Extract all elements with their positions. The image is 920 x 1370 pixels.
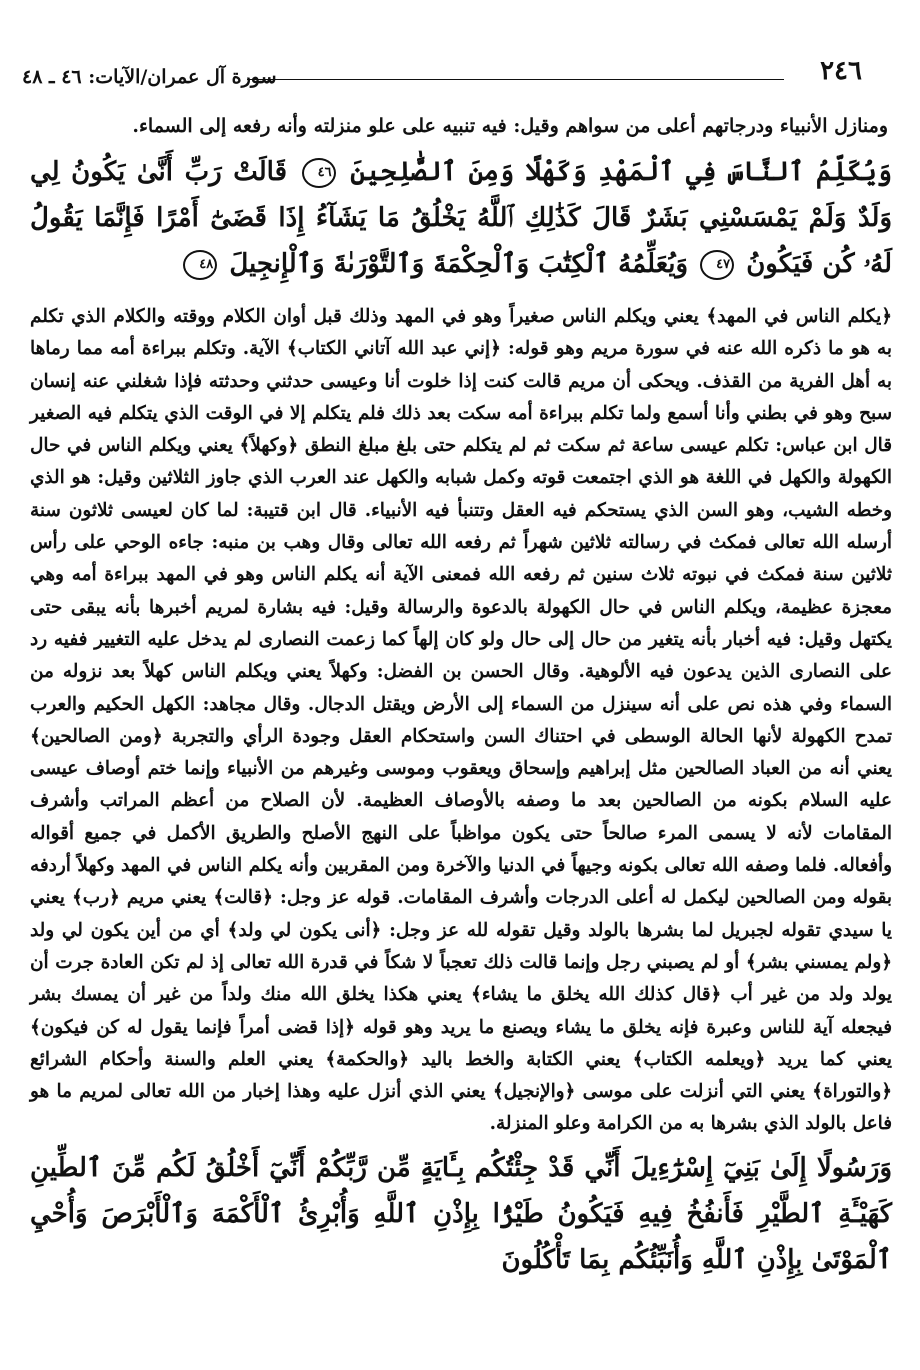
quran-verses-bottom	[30, 1145, 892, 1283]
verse-text: وَرَسُولًا إِلَىٰ بَنِيٓ إِسْرَٰٓءِيلَ أَنِّي قَدْ جِئْتُكُم بِـَٔايَةٍ مِّن رَّبِّكُمْ أَنِّيٓ أَخْلُقُ لَكُم مِّنَ ٱلطِّينِ كَهَيْـَٔةِ ٱلطَّيْرِ فَأَنفُخُ فِيهِ فَيَكُونُ طَيْرًۢا بِإِذْنِ ٱللَّهِ وَأُبْرِئُ ٱلْأَكْمَهَ وَٱلْأَبْرَصَ وَأُحْيِ ٱلْمَوْتَىٰ بِإِذْنِ ٱللَّهِ وَأُنَبِّئُكُم بِمَا تَأْكُلُونَ	[30, 1152, 892, 1275]
ayah-number-marker: ٤٨	[183, 250, 217, 280]
header-rule	[247, 79, 784, 80]
running-head: سورة آل عمران/الآيات: ٤٦ ـ ٤٨	[22, 66, 277, 88]
page-number: ٢٤٦	[820, 56, 862, 86]
ayah-number-marker: ٤٧	[700, 250, 734, 280]
verse-text: قَالَتْ رَبِّ أَنَّىٰ يَكُونُ لِي وَلَدٌ وَلَمْ يَمْسَسْنِي بَشَرٌ قَالَ كَذَٰلِكِ ٱللَّهُ يَخْلُقُ مَا يَشَآءُ إِذَا قَضَىٰٓ أَمْرًا فَإِنَّمَا يَقُولُ لَهُۥ كُن فَيَكُونُ	[30, 157, 892, 279]
ayah-number-marker: ٤٦	[302, 158, 336, 188]
quran-verses-top	[30, 149, 892, 287]
intro-paragraph: ومنازل الأنبياء ودرجاتهم أعلى من سواهم وقيل: فيه تنبيه على علو منزلته وأنه رفعه إلى السماء.	[132, 115, 888, 137]
page-header	[22, 56, 862, 96]
verse-text: وَيُعَلِّمُهُ ٱلْكِتَٰبَ وَٱلْحِكْمَةَ وَٱلتَّوْرَىٰةَ وَٱلْإِنجِيلَ	[229, 249, 689, 279]
verse-text: وَيُكَلِّمُ ٱلنَّاسَ فِي ٱلْمَهْدِ وَكَهْلًا وَمِنَ ٱلصَّٰلِحِينَ	[350, 157, 892, 187]
page-body	[30, 110, 892, 1297]
tafsir-paragraph: ﴿يكلم الناس في المهد﴾ يعني ويكلم الناس صغيراً وهو في المهد وذلك قبل أوان الكلام ووقته والكلام الذي تكلم به هو ما ذكره الله عنه في سورة مريم وهو قوله: ﴿إني عبد الله آتاني الكتاب﴾ الآية. وتكلم ببراءة أمه مما رماها به أهل الفرية من القذف. ويحكى أن مريم قالت كنت إذا خلوت أنا وعيسى حدثني وحدثته فإذا شغلني عنه إنسان سبح وهو في بطني وأنا أسمع ولما تكلم ببراءة أمه سكت بعد ذلك فلم يتكلم إلا في الوقت الذي يتكلم فيه الصغير قال ابن عباس: تكلم عيسى ساعة ثم سكت ثم لم يتكلم حتى بلغ مبلغ النطق ﴿وكهلاً﴾ يعني ويكلم الناس في حال الكهولة والكهل في اللغة هو الذي اجتمعت قوته وكمل شبابه والكهل عند العرب الذي جاوز الثلاثين وقيل: هو الذي وخطه الشيب، وهو السن الذي يستحكم فيه العقل وتتنبأ فيه الأنبياء. قال ابن قتيبة: لما كان لعيسى ثلاثون سنة أرسله الله تعالى فمكث في رسالته ثلاثين شهراً ثم رفعه الله تعالى وقال وهب بن منبه: جاءه الوحي على رأس ثلاثين سنة فمكث في نبوته ثلاث سنين ثم رفعه الله فمعنى الآية أنه يكلم الناس وهو في المهد ببراءة أمه وهي معجزة عظيمة، ويكلم الناس في حال الكهولة بالدعوة والرسالة وقيل: فيه بشارة لمريم أخبرها بأنه يبقى حتى يكتهل وقيل: فيه أخبار بأنه يتغير من حال إلى حال ولو كان إلهاً كما زعمت النصارى لم يدخل عليه التغيير ففيه رد على النصارى الذين يدعون فيه الألوهية. وقال الحسن بن الفضل: وكهلاً يعني ويكلم الناس كهلاً بعد نزوله من السماء وفي هذه نص على أنه سينزل من السماء إلى الأرض ويقتل الدجال. وقال مجاهد: الكهل الحكيم والعرب تمدح الكهولة لأنها الحالة الوسطى في احتناك السن واستحكام العقل وجودة الرأي والتجربة ﴿ومن الصالحين﴾ يعني أنه من العباد الصالحين مثل إبراهيم وإسحاق ويعقوب وموسى وغيرهم من الأنبياء وإنما ختم أوصاف عيسى عليه السلام بكونه من الصالحين بعد ما وصفه بالأوصاف العظيمة. لأن الصلاح من أعظم المراتب وأشرف المقامات لأنه لا يسمى المرء صالحاً حتى يكون مواظباً على النهج الأصلح والطريق الأكمل في جميع أقواله وأفعاله. فلما وصفه الله تعالى بكونه وجيهاً في الدنيا والآخرة ومن المقربين وأنه يكلم الناس في المهد وكهلاً أردفه بقوله ومن الصالحين ليكمل له أعلى الدرجات وأشرف المقامات. قوله عز وجل: ﴿قالت﴾ يعني مريم ﴿رب﴾ يعني يا سيدي تقوله لجبريل لما بشرها بالولد وقيل تقوله لله عز وجل: ﴿أنى يكون لي ولد﴾ أي من أين يكون لي ولد ﴿ولم يمسني بشر﴾ أو لم يصبني رجل وإنما قالت ذلك تعجباً لا شكاً في قدرة الله تعالى إذ لم تكن العادة جرت أن يولد ولد من غير أب ﴿قال كذلك الله يخلق ما يشاء﴾ يعني هكذا يخلق الله منك ولداً من غير أن يمسك بشر فيجعله آية للناس وعبرة فإنه يخلق ما يشاء ويصنع ما يريد وهو قوله ﴿إذا قضى أمراً فإنما يقول له كن فيكون﴾ يعني كما يريد ﴿ويعلمه الكتاب﴾ يعني الكتابة والخط باليد ﴿والحكمة﴾ يعني العلم والسنة وأحكام الشرائع ﴿والتوراة﴾ يعني التي أنزلت على موسى ﴿والإنجيل﴾ يعني الذي أنزل عليه وهذا إخبار من الله تعالى لمريم ما هو فاعل بالولد الذي بشرها به من الكرامة وعلو المنزلة.	[30, 306, 892, 1135]
